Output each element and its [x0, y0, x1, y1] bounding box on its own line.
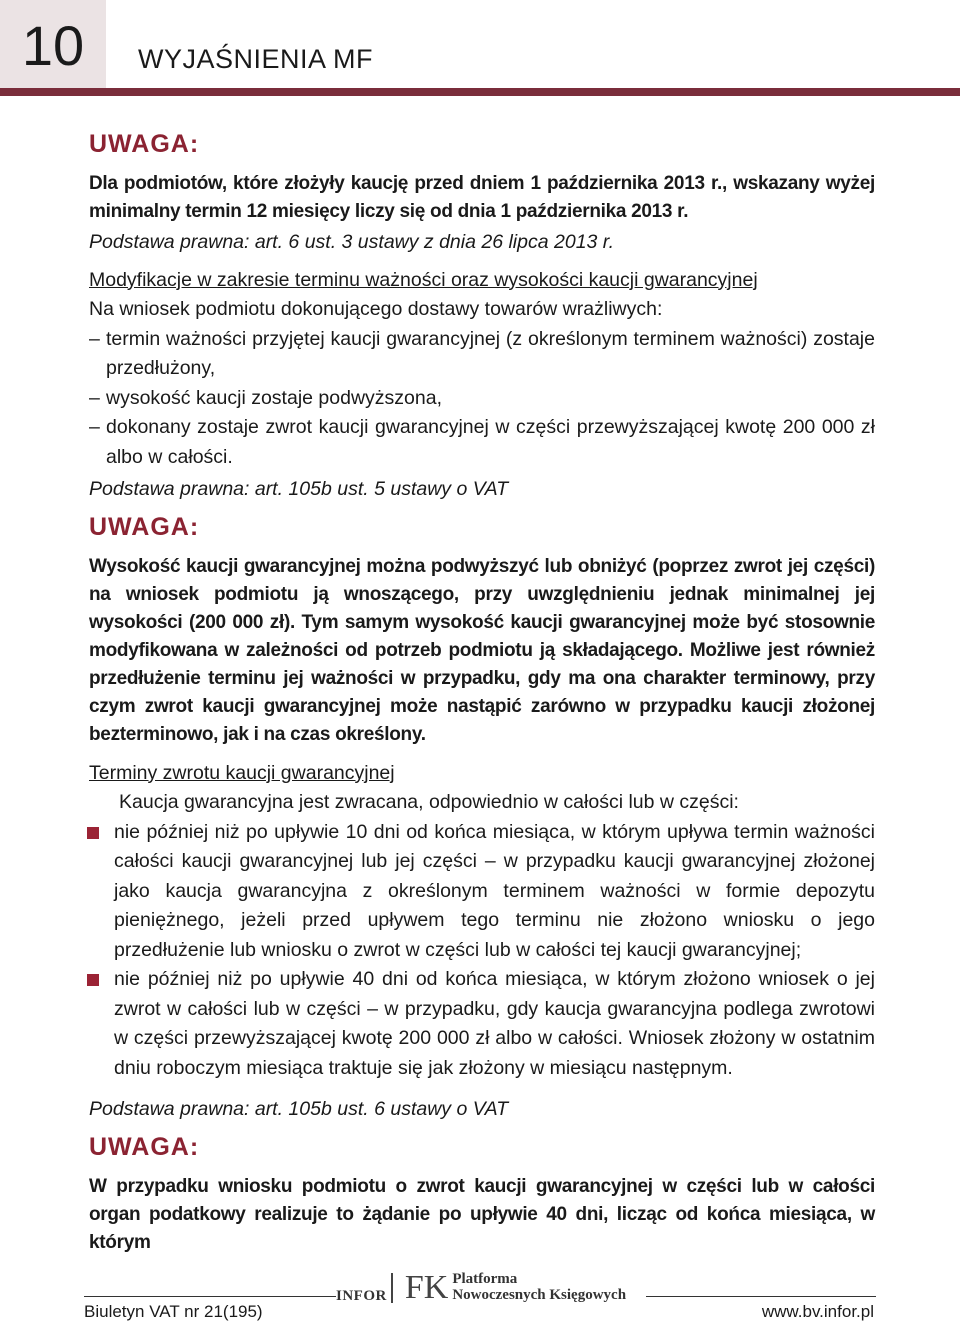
- list-item: [89, 384, 875, 414]
- square-bullet-icon: [87, 827, 99, 839]
- dash-marker: –: [89, 386, 100, 409]
- uwaga-note: W przypadku wniosku podmiotu o zwrot kaucji gwarancyjnej w części lub w całości organ podatkowy realizuje to żądanie po upływie 40 dni, licząc od końca miesiąca, w którym: [89, 1175, 875, 1253]
- list-item: [89, 413, 875, 472]
- footer-publication: Biuletyn VAT nr 21(195): [84, 1302, 263, 1321]
- legal-basis: Podstawa prawna: art. 6 ust. 3 ustawy z dnia 26 lipca 2013 r.: [89, 231, 614, 253]
- header-rule: [0, 88, 960, 96]
- logo-divider: [391, 1273, 393, 1303]
- section-title: WYJAŚNIENIA MF: [138, 44, 374, 74]
- logo-infor-text: INFOR: [336, 1288, 387, 1304]
- uwaga-heading: UWAGA:: [89, 1132, 200, 1161]
- uwaga-heading: UWAGA:: [89, 512, 200, 541]
- list-item-text: dokonany zostaje zwrot kaucji gwarancyjnej w części przewyższającej kwotę 200 000 zł albo w całości.: [106, 416, 875, 468]
- paragraph-intro: Kaucja gwarancyjna jest zwracana, odpowiednio w całości lub w części:: [119, 791, 739, 813]
- publisher-logo: [336, 1270, 646, 1310]
- square-bullet-icon: [87, 974, 99, 986]
- dash-marker: –: [89, 327, 100, 350]
- subheading-modifications: Modyfikacje w zakresie terminu ważności oraz wysokości kaucji gwarancyjnej: [89, 268, 758, 291]
- paragraph-intro: Na wniosek podmiotu dokonującego dostawy towarów wrażliwych:: [89, 298, 663, 320]
- page-number: 10: [0, 0, 106, 88]
- logo-line-2: Nowoczesnych Księgowych: [452, 1287, 627, 1303]
- uwaga-heading: UWAGA:: [89, 130, 200, 158]
- logo-line-1: Platforma: [452, 1271, 518, 1287]
- page-footer: [0, 1260, 960, 1327]
- subheading-return-terms: Terminy zwrotu kaucji gwarancyjnej: [89, 761, 395, 784]
- logo-platform-text: [452, 1271, 626, 1303]
- legal-basis: Podstawa prawna: art. 105b ust. 5 ustawy o VAT: [89, 478, 509, 500]
- list-item: [89, 325, 875, 384]
- uwaga-note: Dla podmiotów, które złożyły kaucję przed dniem 1 października 2013 r., wskazany wyżej minimalny termin 12 miesięcy liczy się od dnia 1 października 2013 r.: [89, 173, 875, 222]
- uwaga-note: Wysokość kaucji gwarancyjnej można podwyższyć lub obniżyć (poprzez zwrot jej części) na wniosek podmiotu ją wnoszącego, przy uwzględnieniu jednak minimalnej jej wysokości (200 000 zł). Tym samym wysokość kaucji gwarancyjnej może być stosownie modyfikowana w zależności od potrzeb podmiotu ją składającego. Możliwe jest również przedłużenie terminu jej ważności w przypadku, gdy ma ona charakter terminowy, przy czym zwrot kaucji gwarancyjnej może nastąpić zarówno w przypadku kaucji złożonej bezterminowo, jak i na czas określony.: [89, 555, 875, 745]
- list-item-text: nie później niż po upływie 40 dni od końca miesiąca, w którym złożono wniosek o jej zwrot w całości lub w części – w przypadku, gdy kaucja gwarancyjna podlega zwrotowi w części przewyższającej kwotę 200 000 zł albo w całości. Wniosek złożony w ostatnim dniu roboczym miesiąca traktuje się jak złożony w miesiącu następnym.: [114, 968, 875, 1079]
- logo-fk-text: FK: [404, 1269, 449, 1306]
- page-header: [0, 0, 960, 98]
- footer-website-link[interactable]: www.bv.infor.pl: [761, 1302, 874, 1321]
- list-item-text: nie później niż po upływie 10 dni od końca miesiąca, w którym upływa termin ważności całości kaucji gwarancyjnej lub jej części – w przypadku kaucji gwarancyjnej złożonej jako kaucja gwarancyjna z określonym terminem ważności w formie depozytu pieniężnego, jeżeli przed upływem tego terminu nie złożono wniosku o jego przedłużenie lub wniosku o zwrot w części lub w całości tej kaucji gwarancyjnej;: [114, 820, 875, 961]
- list-item: [87, 818, 875, 966]
- list-item: [87, 965, 875, 1083]
- legal-basis: Podstawa prawna: art. 105b ust. 6 ustawy o VAT: [89, 1098, 509, 1120]
- dash-marker: –: [89, 416, 100, 438]
- main-content: [89, 126, 875, 1257]
- list-item-text: termin ważności przyjętej kaucji gwarancyjnej (z określonym terminem ważności) zostaje przedłużony,: [106, 327, 875, 379]
- list-item-text: wysokość kaucji zostaje podwyższona,: [106, 386, 442, 409]
